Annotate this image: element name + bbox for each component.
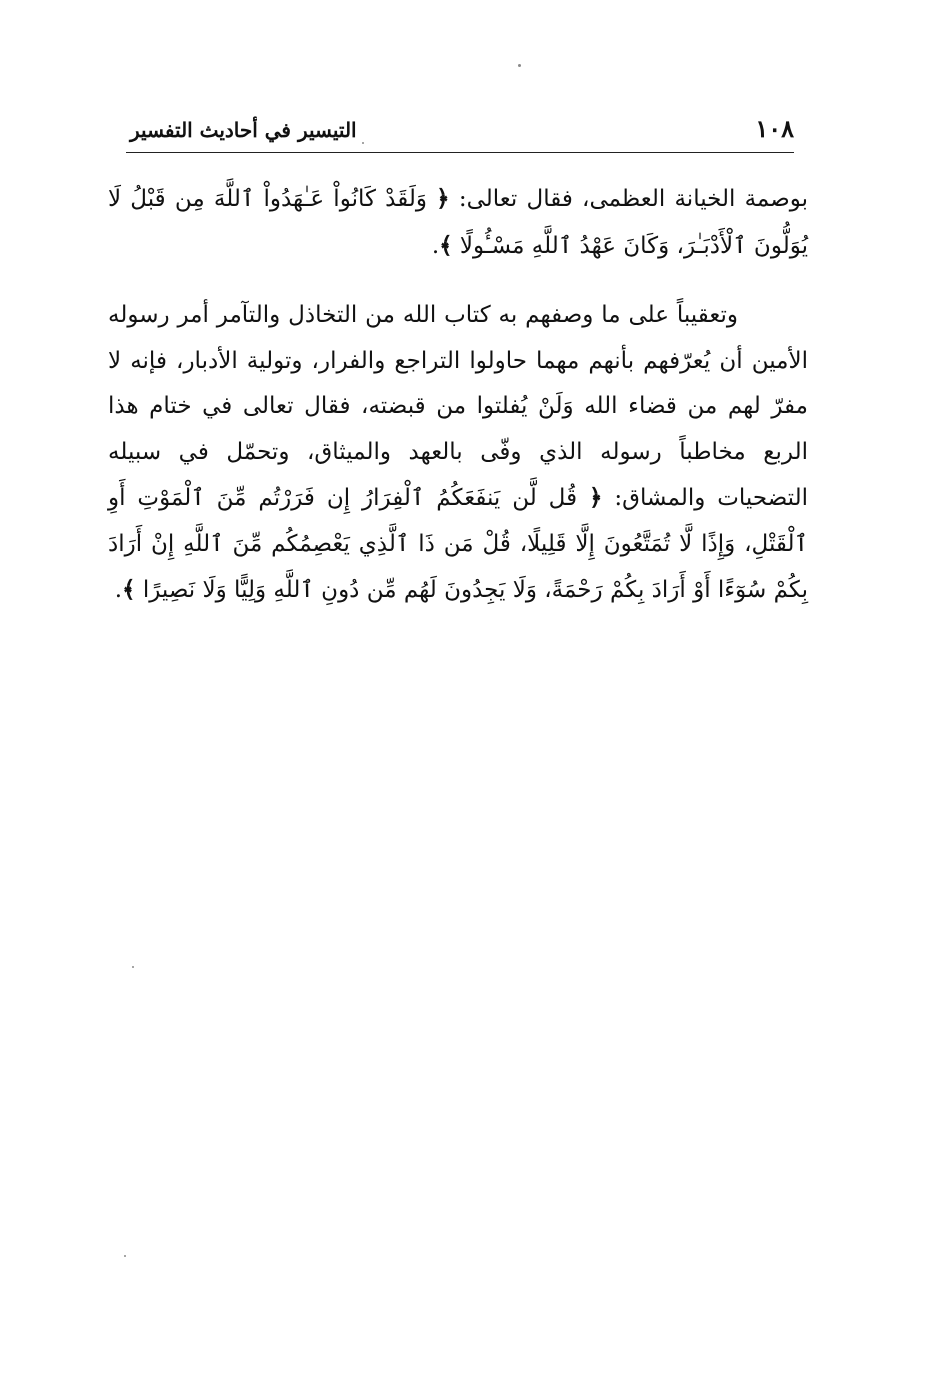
paragraph-1-lead: بوصمة الخيانة العظمى، فقال تعالى:	[458, 186, 809, 212]
paragraph-1	[108, 176, 808, 269]
scan-speck	[362, 142, 364, 144]
ornate-bracket-close: ﴾	[122, 576, 136, 603]
paragraph-1-end: .	[431, 232, 440, 259]
paragraph-2	[108, 293, 808, 614]
book-title: التيسير في أحاديث التفسير	[130, 118, 357, 142]
ornate-bracket-open: ﴿	[436, 185, 450, 212]
body-text	[108, 176, 808, 614]
running-header	[126, 112, 794, 153]
paragraph-2-end: .	[114, 577, 123, 603]
quran-verse-2: قُل لَّن يَنفَعَكُمُ ٱلْفِرَارُ إِن فَرَرْتُم مِّنَ ٱلْمَوْتِ أَوِ ٱلْقَتْلِ، وَإِذًا لَّا تُمَتَّعُونَ إِلَّا قَلِيلًا، قُلْ مَن ذَا ٱلَّذِي يَعْصِمُكُم مِّنَ ٱللَّهِ إِنْ أَرَادَ بِكُمْ سُوٓءًا أَوْ أَرَادَ بِكُمْ رَحْمَةً، وَلَا يَجِدُونَ لَهُم مِّن دُونِ ٱللَّهِ وَلِيًّا وَلَا نَصِيرًا	[108, 485, 808, 603]
scan-speck	[518, 64, 521, 67]
ornate-bracket-close: ﴾	[439, 231, 453, 259]
scan-speck	[124, 1255, 126, 1257]
page-number: ١٠٨	[755, 114, 794, 143]
ornate-bracket-open: ﴿	[589, 484, 603, 511]
scan-speck	[132, 966, 134, 968]
paragraph-2-lead: وتعقيباً على ما وصفهم به كتاب الله من التخاذل والتآمر أمر رسوله الأمين أن يُعرّفهم بأنهم مهما حاولوا التراجع والفرار، وتولية الأدبار، فإنه لا مفرّ لهم من قضاء الله وَلَنْ يُفلتوا من قبضته، فقال تعالى في ختام هذا الربع مخاطباً رسوله الذي وفّى بالعهد والميثاق، وتحمّل في سبيله التضحيات والمشاق:	[108, 302, 808, 511]
quran-verse-1: وَلَقَدْ كَانُواْ عَـٰهَدُواْ ٱللَّهَ مِن قَبْلُ لَا يُوَلُّونَ ٱلْأَدْبَـٰرَ، وَكَانَ عَهْدُ ٱللَّهِ مَسْـُٔولًا	[108, 186, 808, 259]
